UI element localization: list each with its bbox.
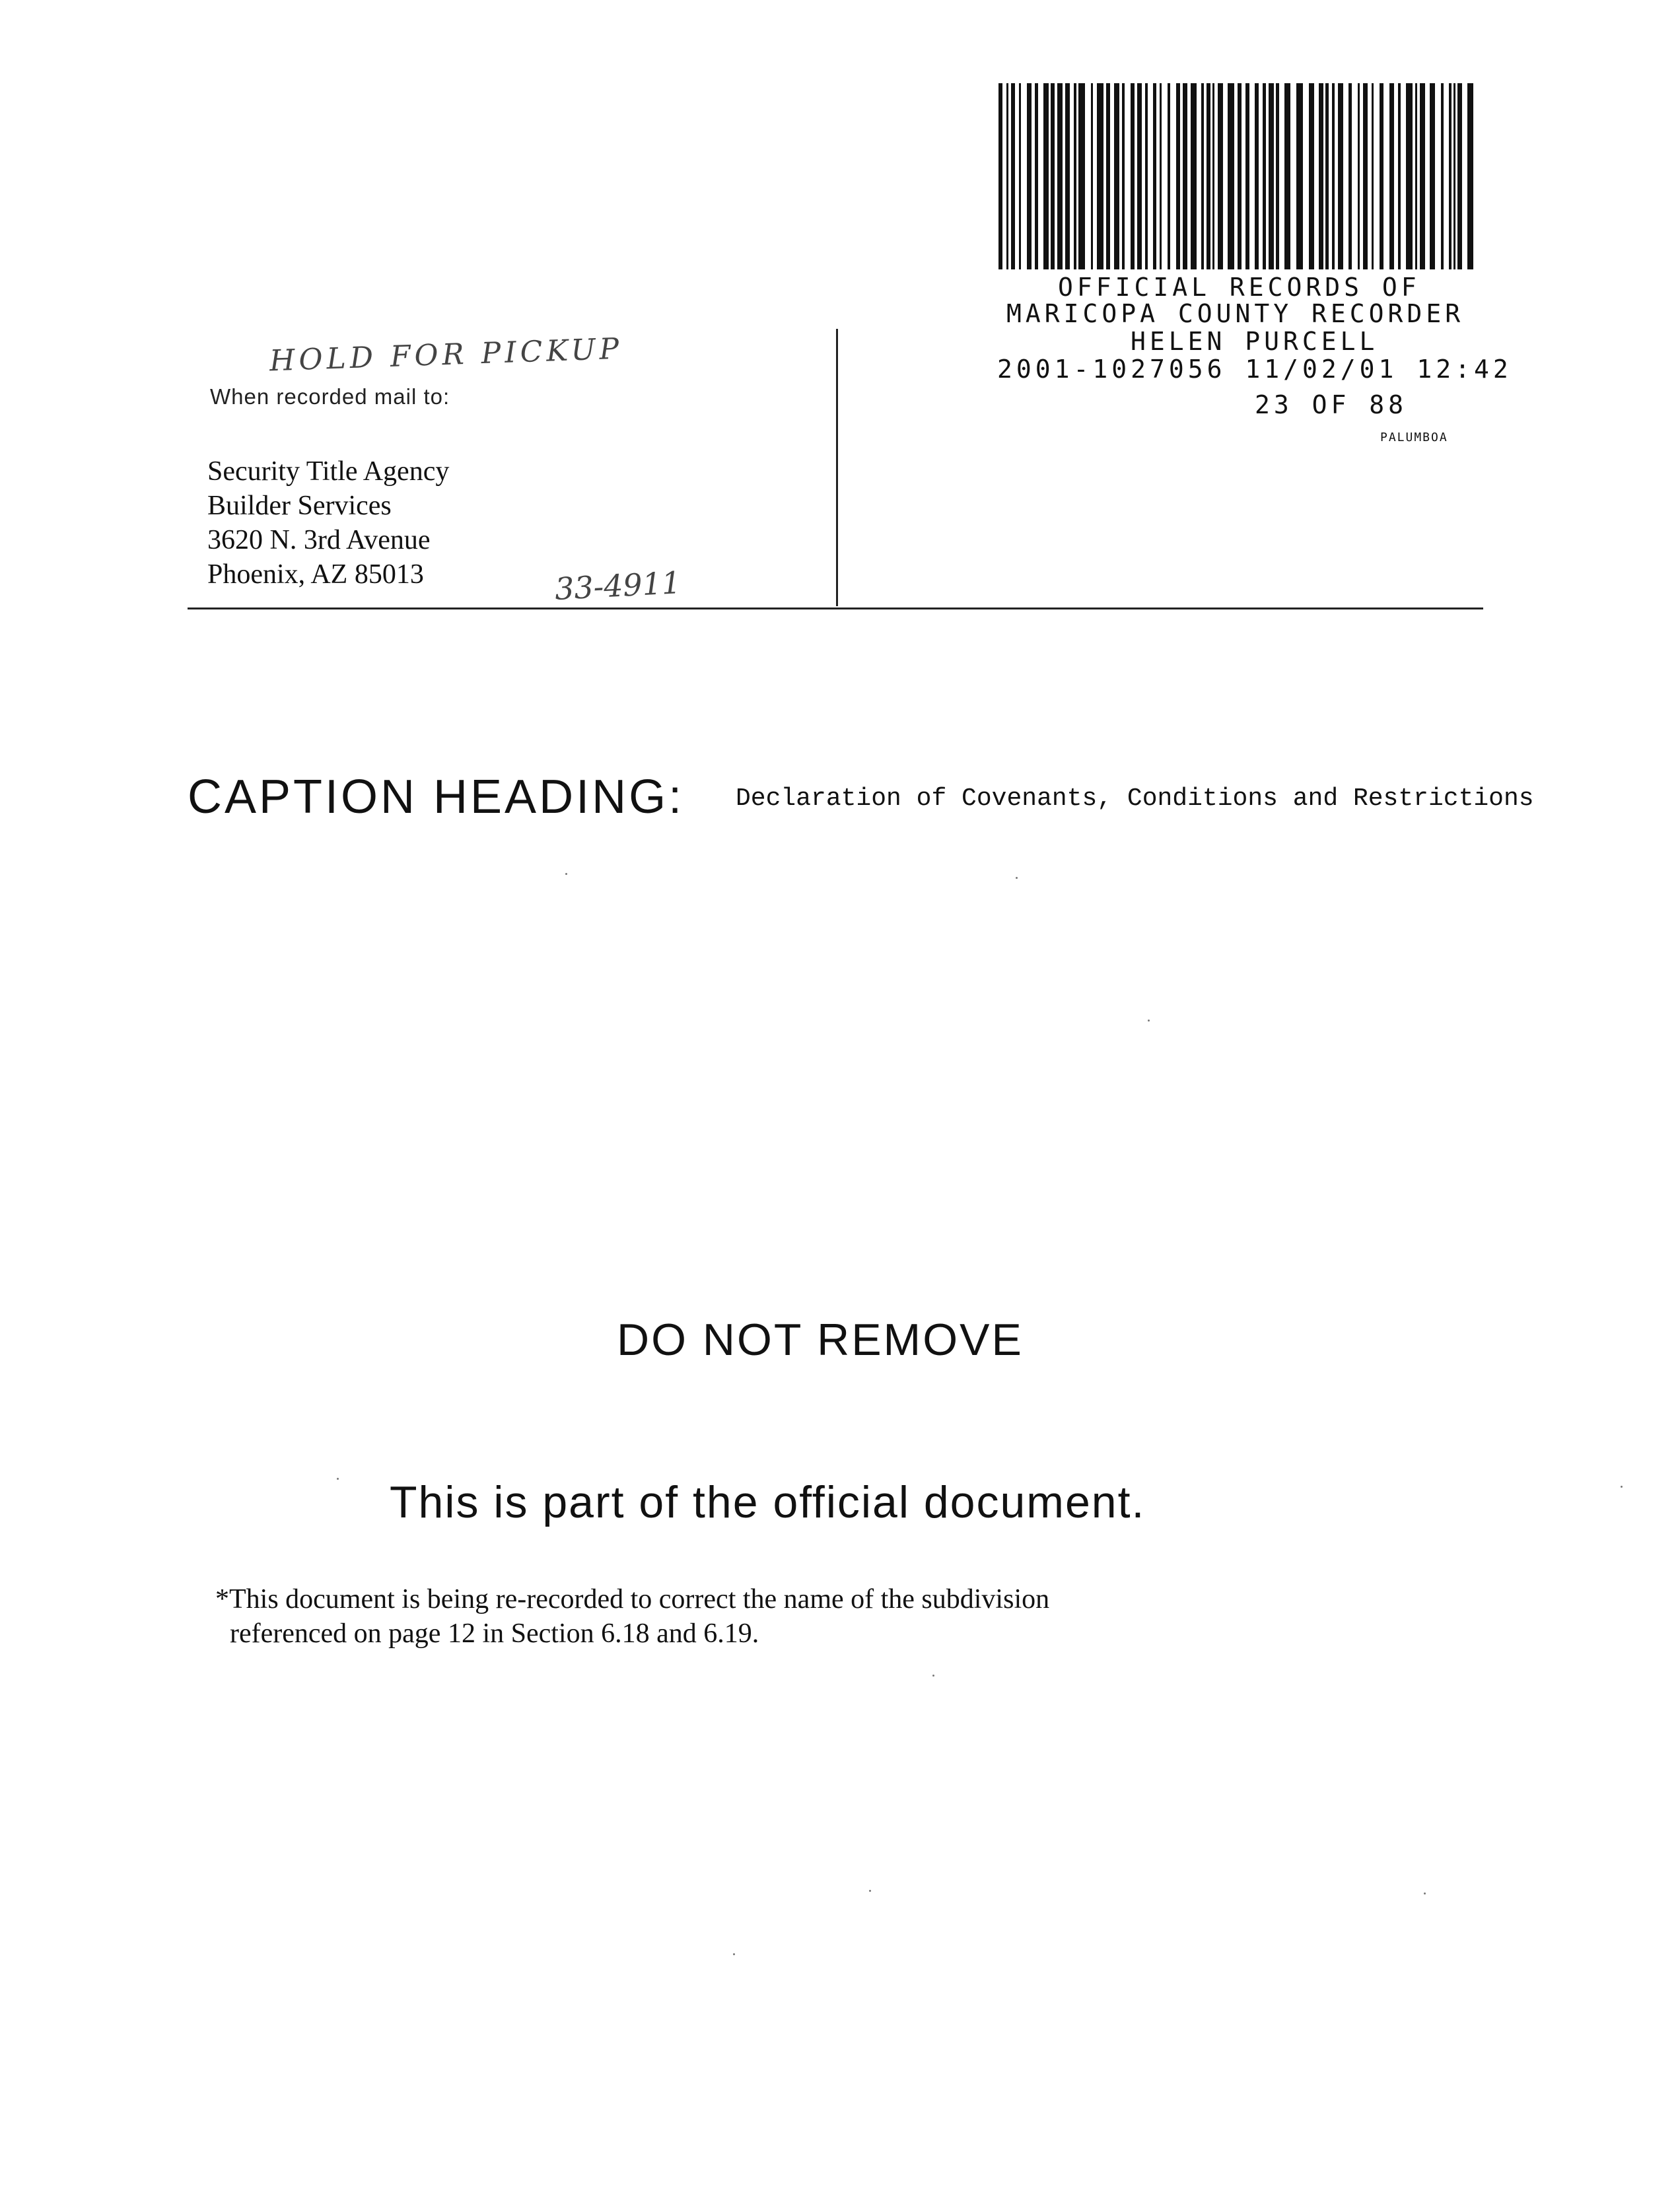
barcode-bar bbox=[1078, 83, 1085, 269]
barcode-bar bbox=[1348, 83, 1352, 269]
barcode-bar bbox=[1019, 83, 1021, 269]
barcode-bar bbox=[1276, 83, 1279, 269]
barcode-bar bbox=[1114, 83, 1119, 269]
vertical-divider bbox=[836, 329, 838, 606]
barcode-bar bbox=[1415, 83, 1417, 269]
barcode-bar bbox=[1319, 83, 1323, 269]
barcode-bar bbox=[1091, 83, 1093, 269]
official-document-notice: This is part of the official document. bbox=[390, 1477, 1146, 1527]
barcode-bar bbox=[1467, 83, 1473, 269]
handwritten-hold-note: HOLD FOR PICKUP bbox=[269, 331, 624, 378]
barcode-bar bbox=[1207, 83, 1210, 269]
barcode-bar bbox=[1212, 83, 1214, 269]
caption-value: Declaration of Covenants, Conditions and Restrictions bbox=[736, 784, 1534, 813]
barcode-bar bbox=[1106, 83, 1110, 269]
footnote-line-2: referenced on page 12 in Section 6.18 and 6.19. bbox=[230, 1618, 759, 1649]
barcode-bar bbox=[1449, 83, 1452, 269]
barcode-bar bbox=[1191, 83, 1197, 269]
address-line-4: Phoenix, AZ 85013 bbox=[207, 559, 424, 590]
do-not-remove-notice: DO NOT REMOVE bbox=[617, 1315, 1024, 1365]
barcode-bar bbox=[1284, 83, 1290, 269]
barcode-bar bbox=[1176, 83, 1180, 269]
barcode-bar bbox=[998, 83, 1002, 269]
barcode-bar bbox=[1160, 83, 1162, 269]
barcode-bar bbox=[1430, 83, 1435, 269]
barcode-bar bbox=[1338, 83, 1343, 269]
barcode-bar bbox=[1309, 83, 1314, 269]
scan-speck bbox=[932, 1675, 934, 1677]
scan-speck bbox=[337, 1478, 339, 1480]
address-line-3: 3620 N. 3rd Avenue bbox=[207, 525, 431, 555]
barcode-bar bbox=[1296, 83, 1303, 269]
barcode-bar bbox=[1153, 83, 1156, 269]
barcode-bar bbox=[1325, 83, 1329, 269]
mail-to-label: When recorded mail to: bbox=[210, 384, 450, 409]
address-line-1: Security Title Agency bbox=[207, 456, 450, 487]
barcode-bar bbox=[1372, 83, 1374, 269]
recorder-stamp-line-3: HELEN PURCELL bbox=[1131, 327, 1379, 356]
barcode-bar bbox=[1011, 83, 1015, 269]
recorder-stamp-line-1: OFFICIAL RECORDS OF bbox=[1058, 273, 1420, 302]
barcode-bar bbox=[1457, 83, 1462, 269]
barcode-bar bbox=[1131, 83, 1135, 269]
page-count: 23 OF 88 bbox=[1255, 390, 1408, 419]
scan-speck bbox=[1016, 877, 1018, 879]
barcode-bar bbox=[1453, 83, 1455, 269]
scan-speck bbox=[1424, 1892, 1426, 1894]
barcode-bar bbox=[1228, 83, 1234, 269]
recording-number-date: 2001-1027056 11/02/01 12:42 bbox=[997, 355, 1512, 384]
barcode-bar bbox=[1358, 83, 1360, 269]
barcode-bar bbox=[1255, 83, 1259, 269]
horizontal-divider bbox=[188, 608, 1483, 609]
scan-speck bbox=[869, 1890, 871, 1892]
barcode-bar bbox=[1145, 83, 1148, 269]
handwritten-phone: 33-4911 bbox=[553, 565, 682, 607]
barcode-bar bbox=[1043, 83, 1049, 269]
barcode-bar bbox=[1380, 83, 1383, 269]
barcode-bar bbox=[1332, 83, 1335, 269]
barcode-bar bbox=[1035, 83, 1038, 269]
footnote-line-1: *This document is being re-recorded to correct the name of the subdivision bbox=[215, 1584, 1050, 1614]
barcode-bar bbox=[1406, 83, 1413, 269]
address-line-2: Builder Services bbox=[207, 491, 392, 521]
barcode-bar bbox=[1441, 83, 1444, 269]
barcode-bar bbox=[1051, 83, 1055, 269]
barcode-bar bbox=[1398, 83, 1401, 269]
barcode-bar bbox=[1168, 83, 1170, 269]
scan-speck bbox=[1621, 1486, 1623, 1488]
barcode-bar bbox=[1057, 83, 1063, 269]
barcode-bar bbox=[1137, 83, 1142, 269]
barcode-bar bbox=[1218, 83, 1223, 269]
barcode-bar bbox=[1006, 83, 1008, 269]
barcode-bar bbox=[1245, 83, 1249, 269]
barcode-bar bbox=[1238, 83, 1242, 269]
scan-speck bbox=[565, 873, 567, 875]
barcode bbox=[998, 83, 1479, 269]
barcode-bar bbox=[1420, 83, 1425, 269]
barcode-bar bbox=[1363, 83, 1368, 269]
recorder-stamp-line-2: MARICOPA COUNTY RECORDER bbox=[1006, 299, 1465, 328]
barcode-bar bbox=[1097, 83, 1103, 269]
barcode-bar bbox=[1183, 83, 1187, 269]
barcode-bar bbox=[1074, 83, 1076, 269]
barcode-bar bbox=[1201, 83, 1204, 269]
barcode-bar bbox=[1269, 83, 1274, 269]
clerk-id: PALUMBOA bbox=[1380, 431, 1448, 444]
barcode-bar bbox=[1065, 83, 1070, 269]
caption-heading: CAPTION HEADING: bbox=[188, 771, 685, 823]
scan-speck bbox=[733, 1953, 735, 1955]
barcode-bar bbox=[1122, 83, 1125, 269]
barcode-bar bbox=[1263, 83, 1266, 269]
barcode-bar bbox=[1027, 83, 1032, 269]
scan-speck bbox=[1148, 1020, 1150, 1022]
barcode-bar bbox=[1389, 83, 1394, 269]
